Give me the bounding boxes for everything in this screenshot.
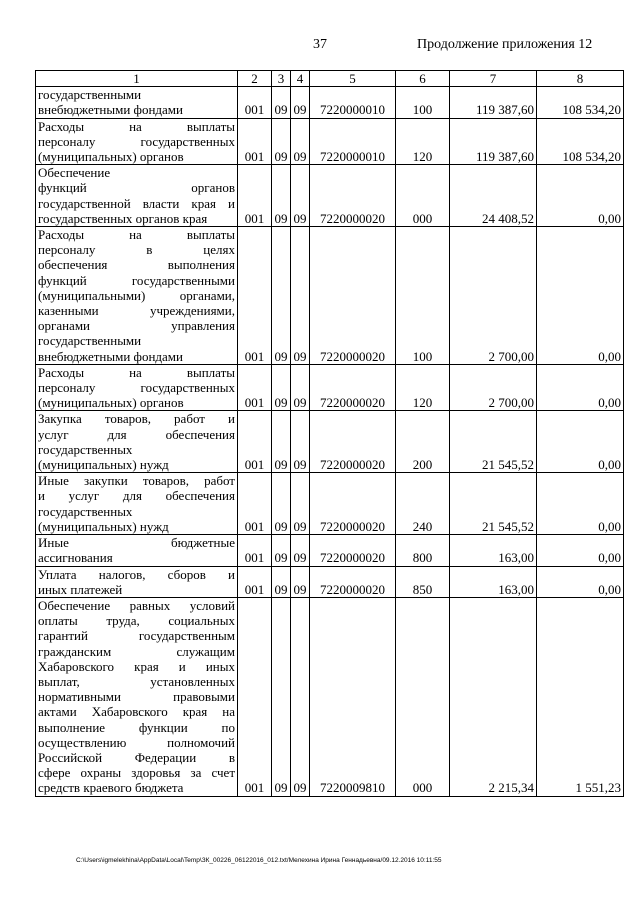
column-header: 5	[310, 71, 396, 87]
description-line: персоналу государственных	[38, 380, 235, 396]
column-header: 2	[238, 71, 272, 87]
table-row	[36, 411, 624, 473]
table-row	[36, 165, 624, 227]
ministry-code: 001	[238, 227, 272, 365]
description-line: государственных	[38, 503, 133, 519]
amount-executed: 0,00	[537, 364, 624, 411]
description-line: внебюджетными фондами	[38, 102, 183, 118]
section-code: 09	[272, 227, 291, 365]
description-line: и услуг для обеспечения	[38, 488, 235, 504]
description-line: казенными учреждениями,	[38, 303, 235, 319]
target-article-code: 7220000020	[310, 165, 396, 227]
description-line: Хабаровского края и иных	[38, 658, 235, 674]
expense-type-code: 200	[396, 411, 450, 473]
description-line: государственной власти края и	[38, 195, 235, 211]
table-row	[36, 364, 624, 411]
amount-approved: 119 387,60	[450, 87, 537, 118]
description-line: функций государственными	[38, 272, 235, 288]
expense-type-code: 800	[396, 535, 450, 566]
section-code: 09	[272, 535, 291, 566]
amount-approved: 21 545,52	[450, 473, 537, 535]
description-line: актами Хабаровского края на	[38, 704, 235, 720]
row-description	[36, 165, 238, 227]
row-description	[36, 566, 238, 597]
description-line: Обеспечение равных условий	[38, 597, 235, 613]
expense-type-code: 850	[396, 566, 450, 597]
row-description	[36, 118, 238, 165]
row-description	[36, 227, 238, 365]
description-line: нормативными правовыми	[38, 689, 235, 705]
column-header: 8	[537, 71, 624, 87]
description-line: органами управления	[38, 318, 235, 334]
description-line: (муниципальных) нужд	[38, 518, 169, 534]
description-line: персоналу государственных	[38, 133, 235, 149]
description-line: Закупка товаров, работ и	[38, 411, 235, 427]
target-article-code: 7220000020	[310, 535, 396, 566]
subsection-code: 09	[291, 364, 310, 411]
continuation-label: Продолжение приложения 12	[417, 37, 593, 52]
expense-type-code: 120	[396, 364, 450, 411]
description-line: сфере охраны здоровья за счет	[38, 765, 235, 781]
description-line: государственными	[38, 333, 142, 349]
target-article-code: 7220000020	[310, 411, 396, 473]
table-row	[36, 118, 624, 165]
section-code: 09	[272, 165, 291, 227]
amount-approved: 2 700,00	[450, 227, 537, 365]
description-line: осуществлению полномочий	[38, 734, 235, 750]
amount-executed: 108 534,20	[537, 87, 624, 118]
description-line: Иные закупки товаров, работ	[38, 473, 235, 489]
subsection-code: 09	[291, 597, 310, 796]
ministry-code: 001	[238, 118, 272, 165]
table-row	[36, 473, 624, 535]
table-row	[36, 535, 624, 566]
description-line: средств краевого бюджета	[38, 780, 184, 796]
page-number: 37	[313, 37, 327, 52]
description-line: (муниципальных) органов	[38, 395, 184, 411]
budget-table	[35, 70, 624, 797]
row-description	[36, 597, 238, 796]
amount-approved: 24 408,52	[450, 165, 537, 227]
file-path-footer: C:\Users\igmelekhina\AppData\Local\Temp\ЗК_00226_06122016_012.txt/Мелехина Ирина Геннадьевна/09.12.2016 10:11:55	[76, 857, 442, 864]
description-line: персоналу в целях	[38, 242, 235, 258]
amount-executed: 0,00	[537, 566, 624, 597]
expense-type-code: 100	[396, 87, 450, 118]
description-line: Обеспечение	[38, 165, 111, 181]
table-row	[36, 87, 624, 118]
target-article-code: 7220000020	[310, 227, 396, 365]
description-line: гражданским служащим	[38, 643, 235, 659]
section-code: 09	[272, 364, 291, 411]
ministry-code: 001	[238, 535, 272, 566]
section-code: 09	[272, 566, 291, 597]
amount-executed: 0,00	[537, 165, 624, 227]
amount-executed: 0,00	[537, 473, 624, 535]
target-article-code: 7220000010	[310, 118, 396, 165]
description-line: ассигнования	[38, 550, 113, 566]
amount-executed: 0,00	[537, 411, 624, 473]
description-line: внебюджетными фондами	[38, 348, 183, 364]
description-line: иных платежей	[38, 581, 123, 597]
expense-type-code: 120	[396, 118, 450, 165]
subsection-code: 09	[291, 165, 310, 227]
subsection-code: 09	[291, 118, 310, 165]
row-description	[36, 535, 238, 566]
table-row	[36, 227, 624, 365]
amount-executed: 0,00	[537, 535, 624, 566]
ministry-code: 001	[238, 566, 272, 597]
target-article-code: 7220009810	[310, 597, 396, 796]
amount-executed: 1 551,23	[537, 597, 624, 796]
description-line: государственными	[38, 87, 142, 103]
amount-approved: 163,00	[450, 535, 537, 566]
description-line: (муниципальных) органов	[38, 149, 184, 165]
description-line: государственных	[38, 441, 133, 457]
target-article-code: 7220000020	[310, 566, 396, 597]
subsection-code: 09	[291, 535, 310, 566]
ministry-code: 001	[238, 165, 272, 227]
row-description	[36, 411, 238, 473]
subsection-code: 09	[291, 566, 310, 597]
description-line: Иные бюджетные	[38, 535, 235, 551]
section-code: 09	[272, 411, 291, 473]
subsection-code: 09	[291, 473, 310, 535]
row-description	[36, 473, 238, 535]
amount-approved: 2 700,00	[450, 364, 537, 411]
description-line: гарантий государственным	[38, 628, 235, 644]
amount-approved: 119 387,60	[450, 118, 537, 165]
description-line: (муниципальными) органами,	[38, 287, 235, 303]
ministry-code: 001	[238, 364, 272, 411]
description-line: обеспечения выполнения	[38, 257, 235, 273]
section-code: 09	[272, 473, 291, 535]
section-code: 09	[272, 597, 291, 796]
description-line: Расходы на выплаты	[38, 227, 235, 243]
amount-approved: 21 545,52	[450, 411, 537, 473]
expense-type-code: 240	[396, 473, 450, 535]
column-header: 3	[272, 71, 291, 87]
column-header: 4	[291, 71, 310, 87]
description-line: (муниципальных) нужд	[38, 457, 169, 473]
ministry-code: 001	[238, 411, 272, 473]
column-header: 6	[396, 71, 450, 87]
amount-approved: 163,00	[450, 566, 537, 597]
expense-type-code: 000	[396, 597, 450, 796]
subsection-code: 09	[291, 227, 310, 365]
description-line: Российской Федерации в	[38, 749, 235, 765]
table-row	[36, 566, 624, 597]
section-code: 09	[272, 87, 291, 118]
description-line: Расходы на выплаты	[38, 364, 235, 380]
amount-executed: 108 534,20	[537, 118, 624, 165]
description-line: Уплата налогов, сборов и	[38, 566, 235, 582]
table-row	[36, 597, 624, 796]
description-line: выполнение функции по	[38, 719, 235, 735]
subsection-code: 09	[291, 411, 310, 473]
column-header: 1	[36, 71, 238, 87]
description-line: выплат, установленных	[38, 673, 235, 689]
target-article-code: 7220000010	[310, 87, 396, 118]
column-header: 7	[450, 71, 537, 87]
subsection-code: 09	[291, 87, 310, 118]
amount-approved: 2 215,34	[450, 597, 537, 796]
ministry-code: 001	[238, 597, 272, 796]
row-description	[36, 87, 238, 118]
table-header-row	[36, 71, 624, 87]
description-line: оплаты труда, социальных	[38, 613, 235, 629]
section-code: 09	[272, 118, 291, 165]
ministry-code: 001	[238, 473, 272, 535]
target-article-code: 7220000020	[310, 364, 396, 411]
ministry-code: 001	[238, 87, 272, 118]
row-description	[36, 364, 238, 411]
target-article-code: 7220000020	[310, 473, 396, 535]
description-line: услуг для обеспечения	[38, 426, 235, 442]
description-line: функций органов	[38, 180, 235, 196]
amount-executed: 0,00	[537, 227, 624, 365]
description-line: государственных органов края	[38, 210, 208, 226]
expense-type-code: 100	[396, 227, 450, 365]
description-line: Расходы на выплаты	[38, 118, 235, 134]
expense-type-code: 000	[396, 165, 450, 227]
